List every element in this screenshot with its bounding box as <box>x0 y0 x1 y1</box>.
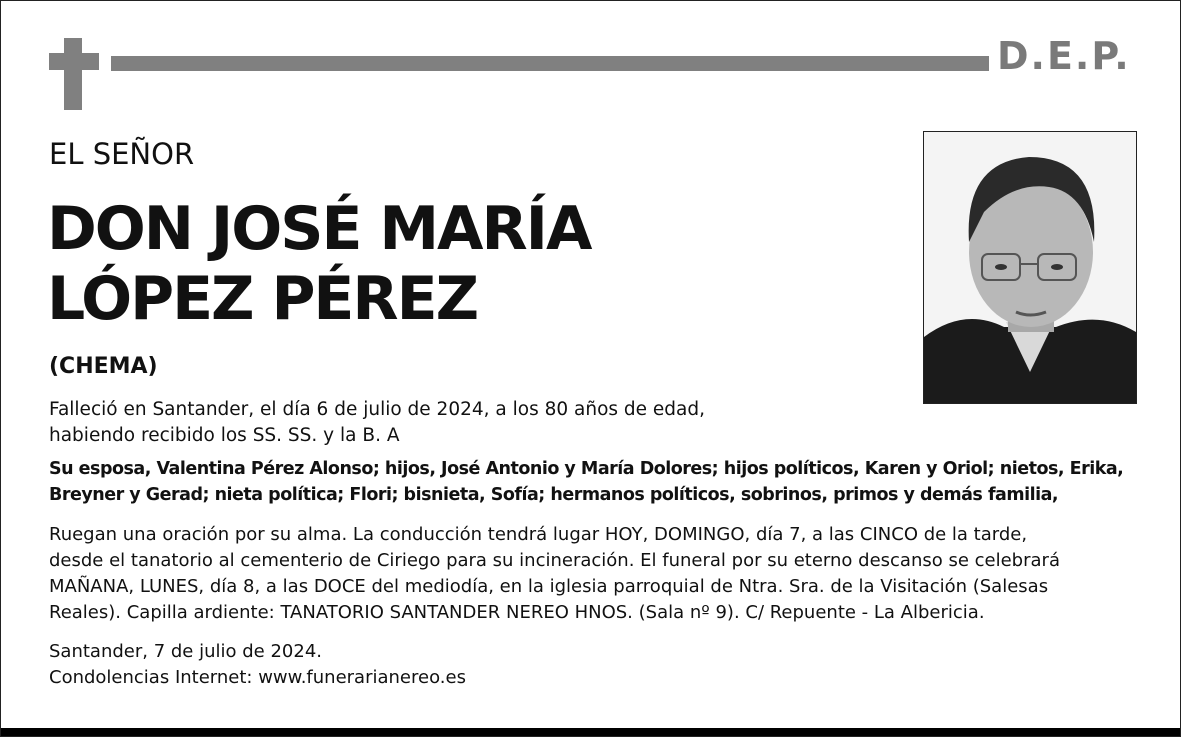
header-rule <box>111 56 989 71</box>
service-line: Ruegan una oración por su alma. La conducción tendrá lugar HOY, DOMINGO, día 7, a las CINCO de la tarde, <box>49 524 1028 545</box>
name-line-2: LÓPEZ PÉREZ <box>47 264 478 334</box>
cross-icon-bar <box>49 53 99 70</box>
service-details <box>49 522 1060 626</box>
footer-date: Santander, 7 de julio de 2024. <box>49 641 322 662</box>
death-info-line: habiendo recibido los SS. SS. y la B. A <box>49 425 400 446</box>
death-info <box>49 397 705 449</box>
family-line: Su esposa, Valentina Pérez Alonso; hijos, José Antonio y María Dolores; hijos políticos, Karen y Oriol; nietos, Erika, <box>49 459 1124 479</box>
portrait-photo <box>923 131 1137 404</box>
service-line: desde el tanatorio al cementerio de Ciriego para su incineración. El funeral por su eterno descanso se celebrará <box>49 550 1060 571</box>
death-info-line: Falleció en Santander, el día 6 de julio de 2024, a los 80 años de edad, <box>49 399 706 420</box>
honorific: EL SEÑOR <box>49 137 195 171</box>
footer <box>49 639 466 691</box>
service-line: Reales). Capilla ardiente: TANATORIO SANTANDER NEREO HNOS. (Sala nº 9). C/ Repuente - La Albericia. <box>49 602 985 623</box>
deceased-name <box>47 194 590 334</box>
condolences-link: Condolencias Internet: www.funerarianereo.es <box>49 667 466 688</box>
nickname: (CHEMA) <box>49 354 158 379</box>
family-list <box>49 456 1123 508</box>
family-line: Breyner y Gerad; nieta política; Flori; bisnieta, Sofía; hermanos políticos, sobrinos, primos y demás familia, <box>49 485 1059 505</box>
service-line: MAÑANA, LUNES, día 8, a las DOCE del mediodía, en la iglesia parroquial de Ntra. Sra. de la Visitación (Salesas <box>49 576 1049 597</box>
bottom-bar <box>1 728 1180 736</box>
name-line-1: DON JOSÉ MARÍA <box>47 194 591 264</box>
dep-heading: D.E.P. <box>997 34 1131 78</box>
cross-icon <box>64 38 82 110</box>
portrait-icon <box>924 132 1136 403</box>
